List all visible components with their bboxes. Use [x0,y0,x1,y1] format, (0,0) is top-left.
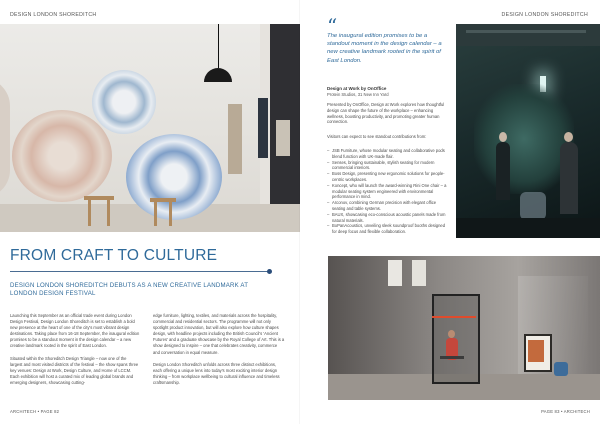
section-heading: Design at Work by OnOffice [327,86,387,91]
title-rule [10,271,268,272]
list-item: – BAUX, showcasing eco-conscious acoustic panels made from natural materials. [327,212,447,224]
article-title: FROM CRAFT TO CULTURE [10,247,218,264]
list-item: – BoPanAcoustics, unveiling sleek soundproof booths designed for deep focus and flexible collaboration. [327,223,447,235]
title-rule-dot [267,269,272,274]
tapestry-exhibition-photo [0,24,300,232]
section-intro: Presented by OnOffice, Design at Work explores how thoughtful design can shape the future of the workplace – enhancing wellness, boosting productivity, and promoting greater human connection. [327,102,445,125]
page-footer-left: ARCHITECH • PAGE 82 [10,409,60,414]
section-venue: Protein Studios, 31 New Inn Yard [327,92,389,97]
list-item: – Boss Design, presenting new ergonomic solutions for people-centric workplaces. [327,171,447,183]
body-paragraph: Design London Shoreditch unfolds across three distinct exhibitions, each offering a unique lens into today's most exciting interior design thinking – from workplace wellbeing to cultural influence and timeless craftsmanship. [153,361,280,385]
body-column-1 [10,313,140,392]
page-gutter [299,0,300,424]
body-paragraph: Launching this September as an official trade event during London Design Festival, Design London Shoreditch is set to establish a bold new presence at the heart of one of the city's most vibrant design destinations. Taking place from 16-18 September, the inaugural edition promises to be a standout moment in the design calendar – a new creative landmark rooted in the spirit of East London. [10,313,140,349]
article-subtitle: DESIGN LONDON SHOREDITCH DEBUTS AS A NEW CREATIVE LANDMARK AT LONDON DESIGN FESTIVAL [10,282,249,298]
page-footer-right: PAGE 83 • ARCHITECH [541,409,590,414]
list-item: – Senses, bringing sustainable, stylish seating for modern commercial interiors. [327,160,447,172]
body-paragraph: Situated within the Shoreditch Design Triangle – now one of the largest and most visited districts of the festival – the show spans three key venues: Design at Work, Design Culture, and Home of LCCM. Each exhibition will host a curated mix of leading global brands and emerging designers, showcasing cutting- [10,355,139,385]
list-intro: Visitors can expect to see standout contributions from: [327,134,427,139]
list-item: – Koncept, who will launch the award-winning Rini One chair – a modular seating system engineered with environmental performance in mind. [327,183,447,200]
body-column-2 [153,313,285,392]
dark-room-installation-photo [456,24,600,238]
running-header-left: DESIGN LONDON SHOREDITCH [10,12,97,18]
pull-quote: The inaugural edition promises to be a standout moment in the design calendar – a new creative landmark rooted in the spirit of East London. [327,33,442,64]
soundproof-booth-photo [328,256,600,400]
list-item: – Arconov, combining German precision with elegant office seating and table systems. [327,200,447,212]
quote-mark-icon: “ [327,14,338,38]
contributor-list [327,148,447,235]
body-paragraph: edge furniture, lighting, textiles, and materials across the hospitality, commercial and residential sectors. The programme will not only spotlight product innovation, but will also explore how culture shapes design, with headline projects including the British Council's 'Ancient Futures' and a graduate showcase by the Royal College of Art. This is a show designed to inspire – one that celebrates creativity, commerce and conversation in equal measure. [153,313,285,355]
list-item: – JSB Furniture, whose modular seating and collaborative pods blend function with UK-made flair. [327,148,447,160]
running-header-right: DESIGN LONDON SHOREDITCH [501,12,588,18]
